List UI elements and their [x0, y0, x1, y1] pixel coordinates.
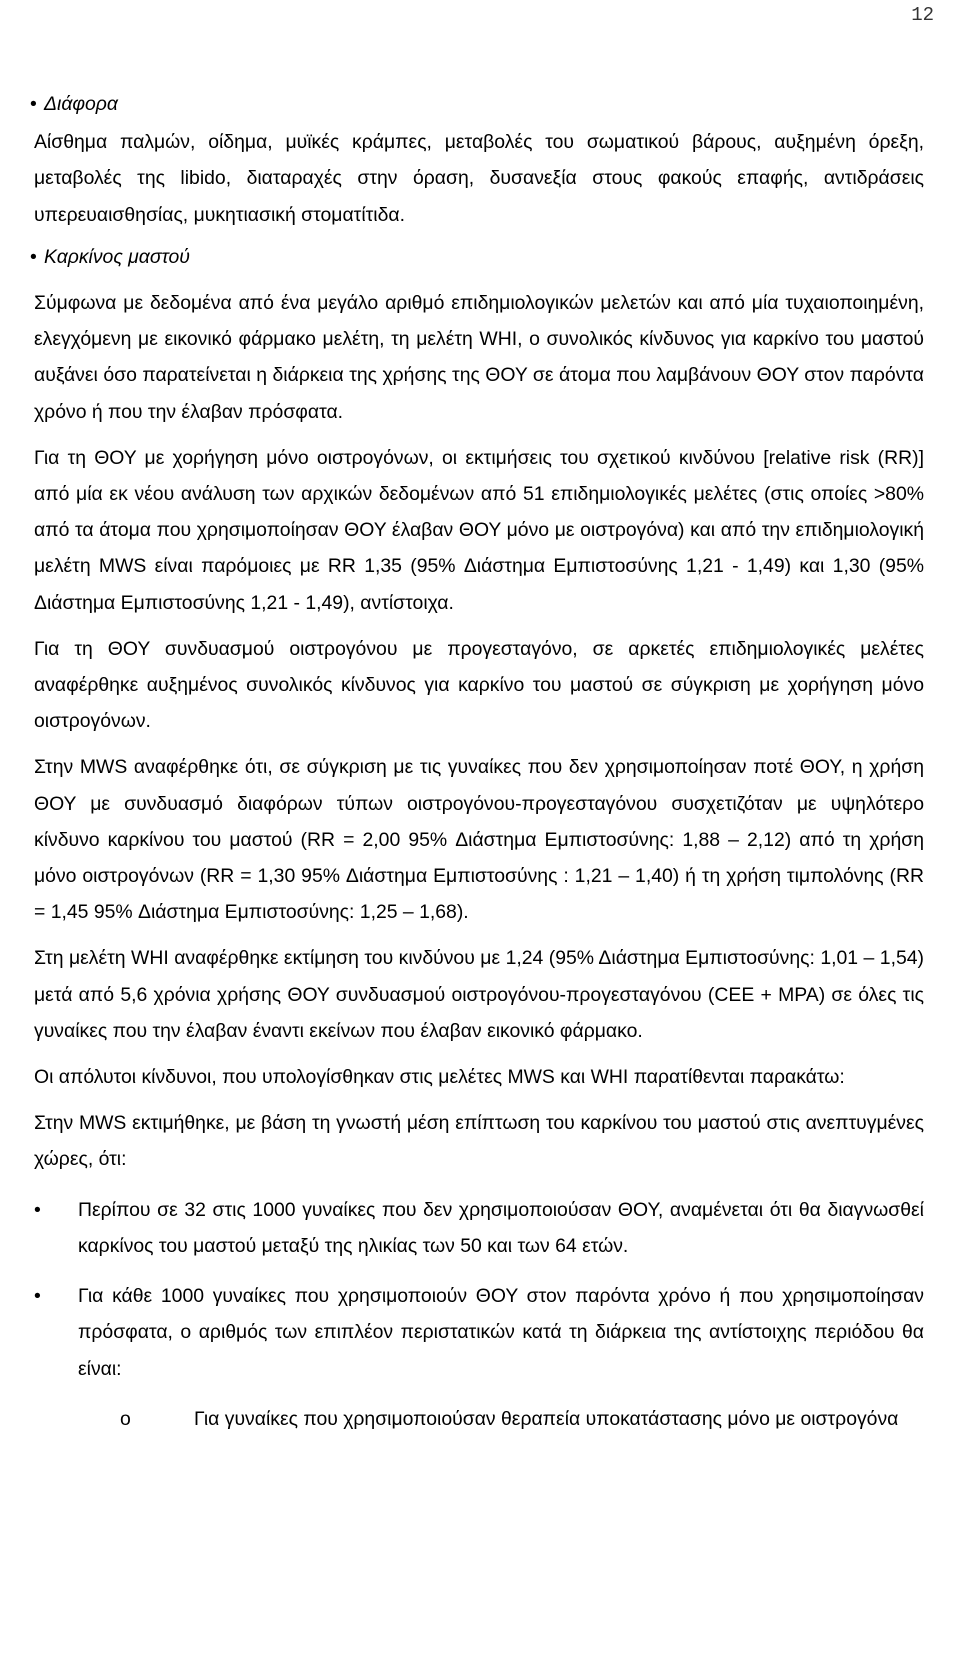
document-body: [30, 86, 924, 1437]
paragraph-4: Στην MWS αναφέρθηκε ότι, σε σύγκριση με τις γυναίκες που δεν χρησιμοποίησαν ποτέ ΘΟΥ, η χρήση ΘΟΥ με συνδυασμό διαφόρων τύπων οιστρογόνου-προγεσταγόνου συσχετιζόταν με υψηλότερο κίνδυνο καρκίνου του μαστού (RR = 2,00 95% Διάστημα Εμπιστοσύνης: 1,88 – 2,12) από τη χρήση μόνο οιστρογόνων (RR = 1,30 95% Διάστημα Εμπιστοσύνης : 1,21 – 1,40) ή τη χρήση τιμπολόνης (RR = 1,45 95% Διάστημα Εμπιστοσύνης: 1,25 – 1,68).: [34, 756, 924, 924]
bullet-icon: •: [34, 1198, 41, 1221]
page-number: 12: [911, 4, 934, 26]
paragraph-3: Για τη ΘΟΥ συνδυασμού οιστρογόνου με προγεσταγόνο, σε αρκετές επιδημιολογικές μελέτες αναφέρθηκε αυξημένος συνολικός κίνδυνος για καρκίνο του μαστού σε σύγκριση με χορήγηση μόνο οιστρογόνων.: [34, 637, 924, 733]
list-item-text: Για κάθε 1000 γυναίκες που χρησιμοποιούν ΘΟΥ στον παρόντα χρόνο ή που χρησιμοποίησαν πρόσφατα, ο αριθμός των επιπλέον περιστατικών κατά τη διάρκεια της αντίστοιχης περιόδου θα είναι:: [78, 1285, 924, 1380]
list-item: [34, 1278, 924, 1387]
sub-list-item-text: Για γυναίκες που χρησιμοποιούσαν θεραπεία υποκατάστασης μόνο με οιστρογόνα: [194, 1407, 899, 1430]
sub-list-item: [34, 1401, 924, 1437]
paragraph-6: Οι απόλυτοι κίνδυνοι, που υπολογίσθηκαν στις μελέτες MWS και WHI παρατίθενται παρακάτω:: [34, 1066, 845, 1089]
section-heading-breast-cancer: [30, 239, 924, 275]
paragraph-5: Στη μελέτη WHI αναφέρθηκε εκτίμηση του κινδύνου με 1,24 (95% Διάστημα Εμπιστοσύνης: 1,01 – 1,54) μετά από 5,6 χρόνια χρήσης ΘΟΥ συνδυασμού οιστρογόνου-προγεσταγόνου (CEE + MPA) σε όλες τις γυναίκες που την έλαβαν έναντι εκείνων που έλαβαν εικονικό φάρμακο.: [34, 947, 924, 1042]
circle-bullet-icon: o: [120, 1407, 131, 1430]
paragraph-misc: Αίσθημα παλμών, οίδημα, μυϊκές κράμπες, μεταβολές του σωματικού βάρους, αυξημένη όρεξη, μεταβολές της libido, διαταραχές στην όραση, δυσανεξία στους φακούς επαφής, αντιδράσεις υπερευαισθησίας, μυκητιασική στοματίτιδα.: [34, 131, 924, 226]
paragraph-2: Για τη ΘΟΥ με χορήγηση μόνο οιστρογόνων, οι εκτιμήσεις του σχετικού κινδύνου [relative risk (RR)] από μία εκ νέου ανάλυση των αρχικών δεδομένων από 51 επιδημιολογικές μελέτες (στις οποίες >80% από τα άτομα που χρησιμοποίησαν ΘΟΥ έλαβαν ΘΟΥ μόνο με οιστρογόνα) και από την επιδημιολογική μελέτη MWS είναι παρόμοιες με RR 1,35 (95% Διάστημα Εμπιστοσύνης 1,21 - 1,49) και 1,30 (95% Διάστημα Εμπιστοσύνης 1,21 - 1,49), αντίστοιχα.: [34, 446, 924, 614]
paragraph-1: Σύμφωνα με δεδομένα από ένα μεγάλο αριθμό επιδημιολογικών μελετών και από μία τυχαιοποιημένη, ελεγχόμενη με εικονικό φάρμακο μελέτη, τη μελέτη WHI, ο συνολικός κίνδυνος για καρκίνο του μαστού αυξάνει όσο παρατείνεται η διάρκεια της χρήσης της ΘΟΥ σε άτομα που λαμβάνουν ΘΟΥ στον παρόντα χρόνο ή που την έλαβαν πρόσφατα.: [34, 292, 924, 423]
bullet-icon: •: [30, 93, 37, 115]
list-item: [34, 1192, 924, 1264]
bullet-icon: •: [30, 245, 37, 268]
bullet-icon: •: [34, 1285, 41, 1308]
list-item-text: Περίπου σε 32 στις 1000 γυναίκες που δεν χρησιμοποιούσαν ΘΟΥ, αναμένεται ότι θα διαγνωσθεί καρκίνος του μαστού μεταξύ της ηλικίας των 50 και των 64 ετών.: [78, 1198, 924, 1257]
section-heading-misc: [30, 86, 924, 122]
paragraph-7: Στην MWS εκτιμήθηκε, με βάση τη γνωστή μέση επίπτωση του καρκίνου του μαστού στις ανεπτυγμένες χώρες, ότι:: [34, 1112, 924, 1171]
bullet-list: [34, 1192, 924, 1437]
heading-text: Διάφορα: [44, 93, 118, 115]
heading-text: Καρκίνος μαστού: [44, 245, 190, 268]
